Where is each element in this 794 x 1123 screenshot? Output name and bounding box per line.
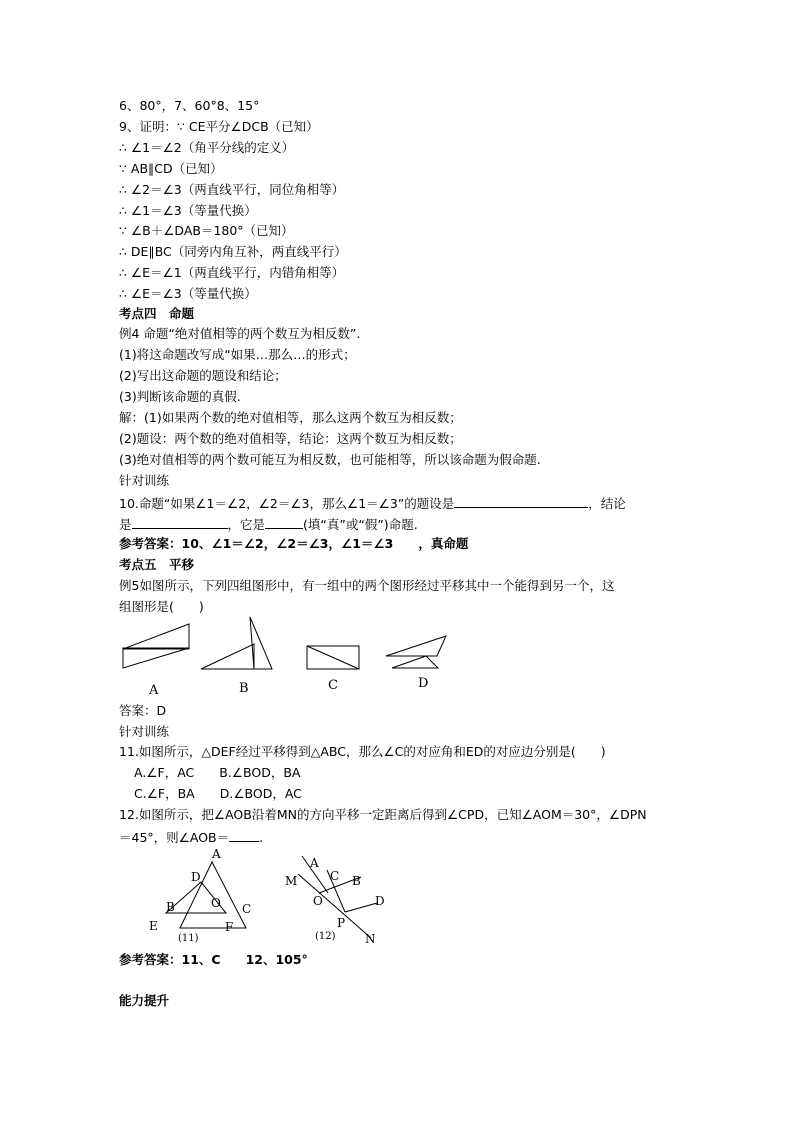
practice-heading-1: 针对训练 bbox=[119, 473, 170, 488]
answer-blank[interactable] bbox=[229, 827, 259, 842]
proof-line-6: ∵ ∠B＋∠DAB＝180°（已知） bbox=[119, 223, 294, 238]
question-10-text: 10.命题“如果∠1＝∠2，∠2＝∠3，那么∠1＝∠3”的题设是 bbox=[119, 496, 455, 511]
example-5-line-1: 例5如图所示，下列四组图形中，有一组中的两个图形经过平移其中一个能得到另一个，这 bbox=[119, 578, 615, 593]
proof-line-7: ∴ DE∥BC（同旁内角互补，两直线平行） bbox=[119, 244, 347, 259]
example-4-answer-1: 解：(1)如果两个数的绝对值相等，那么这两个数互为相反数； bbox=[119, 410, 462, 425]
option-c-label: C bbox=[328, 678, 338, 693]
question-12-line-2 bbox=[119, 827, 263, 847]
question-11-options-2: C.∠F，BA D.∠BOD，AC bbox=[134, 786, 302, 801]
proof-line-2: ∴ ∠1＝∠2（角平分线的定义） bbox=[119, 140, 295, 155]
point-label-b: B bbox=[166, 900, 175, 914]
figure-12-diagram bbox=[275, 845, 405, 945]
example-4-question-2: (2)写出这命题的题设和结论； bbox=[119, 368, 287, 383]
point-label-d: D bbox=[191, 870, 201, 884]
question-10-truth-label: ，它是 bbox=[227, 517, 266, 532]
point-label-c: C bbox=[242, 902, 252, 916]
proof-line-5: ∴ ∠1＝∠3（等量代换） bbox=[119, 203, 257, 218]
option-c-figure bbox=[304, 643, 364, 673]
point-label-o: O bbox=[211, 896, 221, 910]
point-label-n: N bbox=[365, 932, 376, 946]
point-label-p: P bbox=[337, 916, 346, 930]
example-4-question-1: (1)将这命题改写成“如果…那么…的形式； bbox=[119, 347, 356, 362]
point-label-a: A bbox=[310, 856, 319, 870]
reference-answer-11-12: 参考答案：11、C 12、105° bbox=[119, 952, 308, 967]
option-a-figure bbox=[120, 620, 192, 672]
section-heading-ability: 能力提升 bbox=[119, 993, 170, 1008]
figure-11-caption: (11) bbox=[178, 933, 199, 944]
point-label-f: F bbox=[225, 920, 234, 934]
example-5-answer: 答案：D bbox=[119, 703, 167, 718]
point-label-c: C bbox=[330, 869, 340, 883]
question-11: 11.如图所示，△DEF经过平移得到△ABC，那么∠C的对应角和ED的对应边分别是( ) bbox=[119, 744, 606, 759]
point-label-b: B bbox=[352, 874, 361, 888]
option-b-figure bbox=[198, 614, 278, 674]
point-label-a: A bbox=[212, 847, 221, 861]
proof-line-4: ∴ ∠2＝∠3（两直线平行，同位角相等） bbox=[119, 182, 345, 197]
proof-line-9: ∴ ∠E＝∠3（等量代换） bbox=[119, 286, 257, 301]
section-heading-4: 考点四 命题 bbox=[119, 306, 195, 321]
question-10-truth-hint: (填“真”或“假”)命题. bbox=[303, 517, 418, 532]
example-4-title: 例4 命题“绝对值相等的两个数互为相反数”. bbox=[119, 326, 361, 341]
answer-blank[interactable] bbox=[454, 493, 588, 508]
question-12-text: ＝45°，则∠AOB＝ bbox=[119, 830, 230, 845]
figure-11-diagram bbox=[140, 845, 270, 945]
question-10-line-2 bbox=[119, 514, 418, 534]
question-10-conclusion-label: ，结论 bbox=[588, 496, 626, 511]
example-4-answer-2: (2)题设：两个数的绝对值相等，结论：这两个数互为相反数； bbox=[119, 431, 462, 446]
option-b-label: B bbox=[239, 681, 249, 696]
answer-blank[interactable] bbox=[265, 514, 303, 529]
question-11-options-1: A.∠F，AC B.∠BOD，BA bbox=[134, 765, 301, 780]
question-12-end: . bbox=[259, 830, 264, 845]
proof-line-8: ∴ ∠E＝∠1（两直线平行，内错角相等） bbox=[119, 265, 345, 280]
question-10-conclusion-prefix: 是 bbox=[119, 517, 132, 532]
point-label-e: E bbox=[149, 919, 158, 933]
example-4-answer-3: (3)绝对值相等的两个数可能互为相反数，也可能相等，所以该命题为假命题. bbox=[119, 452, 541, 467]
point-label-o: O bbox=[313, 894, 323, 908]
section-heading-5: 考点五 平移 bbox=[119, 557, 195, 572]
option-d-label: D bbox=[418, 676, 429, 691]
figure-12-caption: (12) bbox=[315, 931, 336, 942]
reference-answer-10: 参考答案：10、∠1＝∠2，∠2＝∠3，∠1＝∠3 ，真命题 bbox=[119, 536, 469, 551]
proof-line-1: 9、证明：∵ CE平分∠DCB（已知） bbox=[119, 119, 319, 134]
practice-heading-2: 针对训练 bbox=[119, 724, 170, 739]
answer-blank[interactable] bbox=[132, 514, 228, 529]
example-4-question-3: (3)判断该命题的真假. bbox=[119, 389, 241, 404]
question-10-line-1 bbox=[119, 493, 626, 513]
option-a-label: A bbox=[149, 683, 159, 698]
question-12-line-1: 12.如图所示，把∠AOB沿着MN的方向平移一定距离后得到∠CPD，已知∠AOM＝30°，∠DPN bbox=[119, 807, 647, 822]
point-label-d: D bbox=[375, 894, 385, 908]
proof-line-3: ∵ AB∥CD（已知） bbox=[119, 161, 223, 176]
point-label-m: M bbox=[285, 874, 298, 888]
example-5-line-2: 组图形是( ) bbox=[119, 599, 204, 614]
answer-line-6-8: 6、80°，7、60°8、15° bbox=[119, 98, 260, 113]
option-d-figure bbox=[383, 633, 453, 673]
